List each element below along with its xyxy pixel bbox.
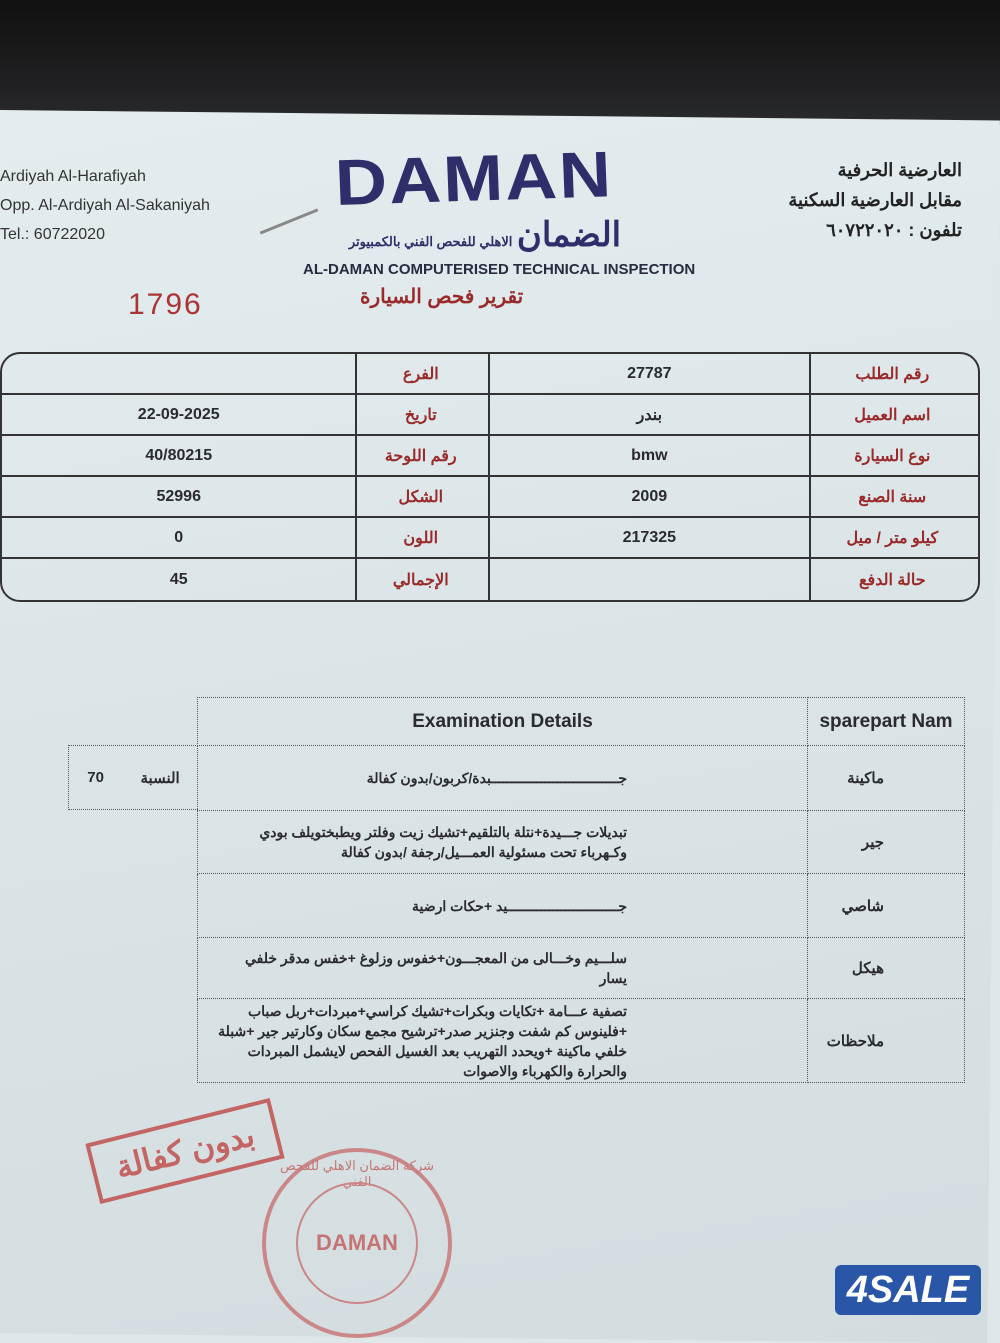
exam-details: سلـــيم وخـــالى من المعجـــون+خفوس وزلوغ +خفس مدقر خلفي يسار bbox=[198, 938, 808, 999]
daman-logo: DAMAN bbox=[333, 138, 615, 220]
info-label: نوع السيارة bbox=[809, 436, 978, 477]
vehicle-info-table bbox=[0, 352, 980, 602]
info-label: تاريخ bbox=[355, 395, 488, 436]
info-row bbox=[2, 559, 978, 600]
info-row bbox=[2, 436, 978, 477]
info-value: 2009 bbox=[488, 477, 809, 518]
exam-details-header: Examination Details bbox=[198, 698, 808, 746]
exam-details: تبديلات جـــيدة+نتلة بالتلقيم+تشيك زيت وفلتر ويطبختويلف بودي وكـهرباء تحت مسئولية العمـــيل/رجفة /بدون كفالة bbox=[198, 811, 808, 874]
phone-line: Tel.: 60722020 bbox=[0, 226, 105, 243]
info-label: حالة الدفع bbox=[809, 559, 978, 600]
info-label: رقم الطلب bbox=[809, 354, 978, 395]
exam-row bbox=[198, 938, 965, 999]
exam-row bbox=[198, 874, 965, 938]
info-label: الإجمالي bbox=[355, 559, 488, 600]
exam-details: جـــــــــــــــــــــــــــــــبدة/كربون/بدون كفالة bbox=[198, 746, 808, 811]
info-label: الفرع bbox=[355, 354, 488, 395]
logo-arabic bbox=[300, 215, 670, 255]
info-value: بندر bbox=[488, 395, 809, 436]
address-line: Ardiyah Al-Harafiyah bbox=[0, 168, 146, 185]
exam-details: تصفية عـــامة +تكايات وبكرات+تشيك كراسي+مبردات+ربل صباب +فلينوس كم شفت وجنزير صدر+ترشيح مجمع سكان وكارتير جير +شبلة خلفي ماكينة +ويحدد التهريب بعد الغسيل الفحص لايشمل المبردات والحرارة والكهرباء والاصوات bbox=[198, 999, 808, 1083]
logo-arabic-sub: الاهلي للفحص الفني بالكمبيوتر bbox=[348, 234, 513, 249]
exam-part: ماكينة bbox=[808, 746, 965, 811]
info-label: اللون bbox=[355, 518, 488, 559]
info-label: اسم العميل bbox=[809, 395, 978, 436]
4sale-watermark-logo: 4SALE bbox=[835, 1265, 981, 1315]
exam-part: جير bbox=[808, 811, 965, 874]
exam-row bbox=[198, 746, 965, 811]
company-subtitle: AL-DAMAN COMPUTERISED TECHNICAL INSPECTION bbox=[303, 261, 696, 278]
address-line: Opp. Al-Ardiyah Al-Sakaniyah bbox=[0, 197, 210, 214]
info-value: 217325 bbox=[488, 518, 809, 559]
info-value: 45 bbox=[169, 570, 188, 588]
sparepart-header: sparepart Nam bbox=[808, 698, 965, 746]
info-label: الشكل bbox=[355, 477, 488, 518]
info-label: كيلو متر / ميل bbox=[809, 518, 978, 559]
address-line: مقابل العارضية السكنية bbox=[788, 190, 962, 210]
info-row bbox=[2, 477, 978, 518]
info-label: سنة الصنع bbox=[809, 477, 978, 518]
exam-row bbox=[198, 999, 965, 1083]
address-line: العارضية الحرفية bbox=[837, 160, 962, 180]
info-value: 22-09-2025 bbox=[2, 395, 355, 436]
info-label: رقم اللوحة bbox=[355, 436, 488, 477]
info-value: 27787 bbox=[488, 354, 809, 395]
logo-arabic-name: الضمان bbox=[516, 216, 622, 254]
exam-details: جـــــــــــــــــــــــــــيد +حكات ارضية bbox=[198, 874, 808, 938]
car-interior-background bbox=[0, 0, 1000, 125]
company-seal bbox=[262, 1148, 452, 1338]
info-row bbox=[2, 354, 978, 395]
report-title: تقرير فحص السيارة bbox=[360, 286, 524, 308]
info-value: 0 bbox=[2, 518, 355, 559]
address-arabic bbox=[788, 155, 962, 245]
seal-center-text: DAMAN bbox=[296, 1182, 418, 1304]
info-value: 40/80215 bbox=[2, 436, 355, 477]
info-value bbox=[488, 559, 809, 600]
serial-number: 1796 bbox=[128, 288, 203, 321]
info-value: bmw bbox=[488, 436, 809, 477]
ratio-label: النسبة bbox=[140, 769, 180, 787]
exam-header-row bbox=[198, 698, 965, 746]
no-warranty-stamp: بدون كفالة bbox=[85, 1098, 284, 1204]
info-row bbox=[2, 395, 978, 436]
examination-table bbox=[197, 697, 965, 1083]
info-value: 52996 bbox=[2, 477, 355, 518]
phone-line: تلفون : ٦٠٧٢٢٠٢٠ bbox=[826, 220, 962, 240]
exam-part: هيكل bbox=[808, 938, 965, 999]
ratio-cell bbox=[68, 745, 198, 810]
exam-row bbox=[198, 811, 965, 874]
exam-part: شاصي bbox=[808, 874, 965, 938]
ratio-value: 70 bbox=[87, 769, 104, 786]
info-row bbox=[2, 518, 978, 559]
info-value bbox=[2, 354, 355, 395]
seal-ring-text: شركة الضمان الاهلي للفحص الفني bbox=[279, 1158, 435, 1189]
exam-part: ملاحظات bbox=[808, 999, 965, 1083]
address-english bbox=[0, 162, 210, 249]
